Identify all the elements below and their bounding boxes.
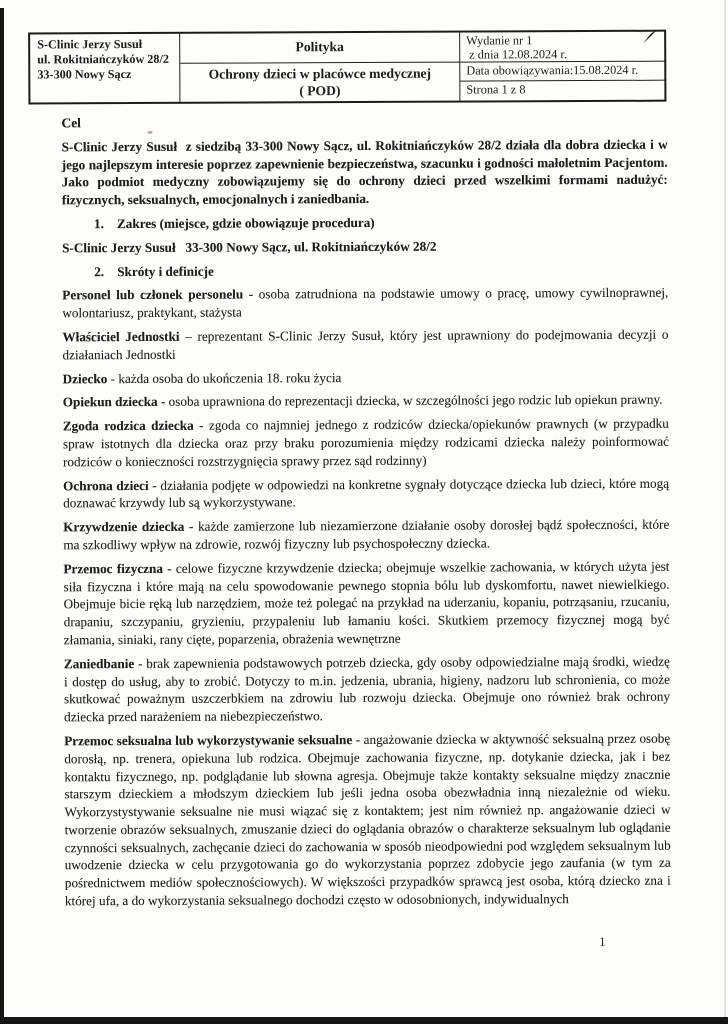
section-2-title: Skróty i definicje — [117, 263, 214, 279]
definition-term: Przemoc seksualna lub wykorzystywanie seksualne — [64, 731, 353, 749]
definition-text: zgoda co najmniej jednego z rodziców dziecka/opiekunów prawnych (w przypadku spraw istotnych dla dziecka oraz przy braku porozumienia między rodzicami dziecka należy poinformować rodziców o konieczności rozstrzygnięcia sprawy przez sąd rodzinny) — [62, 415, 669, 470]
definition-separator: - — [148, 477, 161, 493]
section-1-content: S-Clinic Jerzy Susuł 33-300 Nowy Sącz, ul. Rokitniańczyków 28/2 — [62, 238, 437, 256]
org-street: ul. Rokitniańczyków 28/2 — [37, 51, 169, 67]
goal-heading: Cel — [61, 115, 81, 131]
definition-separator: - — [352, 731, 364, 747]
definition-wlasciciel — [62, 326, 668, 364]
edition-cell — [460, 32, 666, 63]
document-header-table — [28, 30, 666, 105]
scan-edge-right — [724, 0, 726, 1024]
section-1-title: Zakres (miejsce, gdzie obowiązuje procedura) — [116, 214, 375, 232]
definition-opiekun — [63, 391, 669, 411]
definition-separator: - — [162, 560, 176, 576]
section-1-number: 1. — [93, 216, 104, 232]
definition-term: Przemoc fizyczna — [63, 560, 163, 577]
definition-separator: – — [179, 328, 198, 344]
doc-subtitle: ( POD) — [299, 82, 341, 98]
doc-type-label: Polityka — [295, 39, 344, 55]
scan-edge-bottom — [0, 1017, 728, 1024]
edition-date: z dnia 12.08.2024 r. — [469, 47, 567, 62]
document-body — [61, 112, 670, 917]
edition-number: Wydanie nr 1 — [466, 33, 533, 48]
page-info-label: Strona 1 z 8 — [466, 82, 526, 97]
section-2-number: 2. — [94, 263, 105, 279]
definition-krzywdzenie — [63, 516, 669, 554]
definition-separator: - — [243, 286, 259, 302]
definition-term: Zaniedbanie — [63, 655, 135, 672]
definition-separator: - — [184, 518, 199, 534]
definition-ochrona-dzieci — [63, 474, 669, 512]
definition-separator: - — [193, 417, 209, 433]
definition-term: Dziecko — [62, 370, 108, 386]
definition-term: Właściciel Jednostki — [62, 328, 180, 345]
definition-separator: - — [134, 655, 147, 671]
page-info-cell — [460, 81, 666, 101]
section-2-heading — [62, 260, 668, 280]
definition-text: osoba zatrudniona na podstawie umowy o pracę, umowy cywilnoprawnej, wolontariusz, praktykant, stażysta — [62, 285, 669, 321]
org-address-cell — [30, 34, 180, 103]
definition-text: osoba uprawniona do reprezentacji dziecka, w szczególności jego rodzic lub opiekun prawny. — [168, 392, 663, 410]
definition-przemoc-fizyczna — [63, 557, 669, 649]
definition-dziecko — [63, 367, 669, 387]
section-1-heading — [62, 213, 668, 233]
definition-text: celowe fizyczne krzywdzenie dziecka; obejmuje wszelkie zachowania, w których użyta jest siła fizyczna i które mają na celu spowodowanie pewnego stopnia bólu lub dyskomfortu, nawet niewielkiego. Obejmuje bicie ręką lub narzędziem, może też polegać na przykład na uderzaniu, kopaniu, potrząsaniu, rzucaniu, drapaniu, szczypaniu, gryzieniu, przypaleniu lub łamaniu kości. Skutkiem przemocy fizycznej mogą być złamania, siniaki, rany cięte, poparzenia, obrażenia wewnętrzne — [63, 558, 670, 648]
definition-personel — [62, 284, 668, 322]
definition-term: Opiekun dziecka — [62, 394, 158, 410]
definition-separator: - — [107, 370, 119, 386]
doc-type-cell — [180, 33, 460, 64]
definition-term: Personel lub członek personelu — [62, 286, 244, 303]
definition-separator: - — [157, 394, 169, 410]
goal-paragraph: S-Clinic Jerzy Susuł z siedzibą 33-300 Nowy Sącz, ul. Rokitniańczyków 28/2 działa dla dobra dziecka i w jego najlepszym interesie poprzez zapewnienie bezpieczeństwa, szacunku i godności małoletnim Pacjentom. Jako podmiot medyczny zobowiązujemy się do ochrony dzieci przed wszelkimi formami nadużyć: fizycznych, seksualnych, emocjonalnych i zaniedbania. — [61, 136, 668, 208]
definition-text: angażowanie dziecka w aktywność seksualną przez osobę dorosłą, np. trenera, opiekuna lub rodzica. Obejmuje zachowania fizyczne, np. dotykanie dziecka, jak i bez kontaktu fizycznego, np. podglądanie lub słowna agresja. Obejmuje także kontakty seksualne między znacznie starszym dzieckiem a młodszym dzieckiem lub jeśli jedna osoba obezwładnia inną niezależnie od wieku. Wykorzystystywanie seksualne nie musi wiązać się z kontaktem; jest nim również np. angażowanie dzieci w tworzenie obrazów seksualnych, zmuszanie dzieci do oglądania obrazów o charakterze seksualnym lub oglądanie czynności seksualnych, zachęcanie dzieci do zachowania w sposób nieodpowiedni pod względem seksualnym lub uwodzenie dziecka w celu przygotowania go do wykorzystania poprzez zdobycie jego zaufania (w tym za pośrednictwem mediów społecznościowych). W większości przypadków sprawcą jest osoba, którą dziecko zna i której ufa, a do wykorzystania seksualnego dochodzi często w odosobnionych, indywidualnych — [64, 730, 671, 909]
definition-text: każde zamierzone lub niezamierzone działanie osoby dorosłej bądź społeczności, które ma szkodliwy wpływ na zdrowie, rozwój fizyczny lub psychospołeczny dziecka. — [63, 516, 670, 553]
definition-text: brak zapewnienia podstawowych potrzeb dziecka, gdy osoby odpowiedzialne mają środki, wiedzę i dostęp do usług, aby to zrobić. Dotyczy to m.in. jedzenia, ubrania, higieny, nadzoru lub schronienia, co może skutkować poważnym uszczerbkiem na zdrowiu lub rozwoju dziecka. Obejmuje ono również brak ochrony dziecka przed narażeniem na niebezpieczeństwo. — [63, 653, 671, 725]
definition-przemoc-seksualna — [64, 730, 671, 911]
definition-term: Zgoda rodzica dziecka — [62, 417, 194, 434]
effective-date-label: Data obowiązywania:15.08.2024 r. — [466, 62, 639, 78]
org-name: S-Clinic Jerzy Susuł — [37, 36, 143, 52]
cursor-arrow-mark-icon — [642, 29, 658, 45]
definition-text: każda osoba do ukończenia 18. roku życia — [118, 369, 342, 386]
definition-text: działania podjęte w odpowiedzi na konkretne sygnały dotyczące dziecka lub dzieci, które mogą doznawać krzywdy lub są wykorzystywane. — [63, 475, 670, 511]
definition-term: Ochrona dzieci — [63, 477, 149, 493]
scan-edge-left — [0, 8, 4, 1024]
doc-title: Ochrony dzieci w placówce medycznej — [208, 65, 432, 82]
doc-title-cell — [180, 63, 460, 102]
page-number: 1 — [599, 933, 606, 949]
definition-zgoda-rodzica — [63, 415, 669, 471]
definition-term: Krzywdzenie dziecka — [63, 518, 185, 535]
definition-zaniedbanie — [64, 652, 670, 726]
definition-text: reprezentant S-Clinic Jerzy Susuł, który jest uprawniony do podejmowania decyzji o działaniach Jednostki — [62, 326, 669, 363]
org-city: 33-300 Nowy Sącz — [37, 67, 132, 82]
effective-date-cell — [460, 62, 666, 82]
